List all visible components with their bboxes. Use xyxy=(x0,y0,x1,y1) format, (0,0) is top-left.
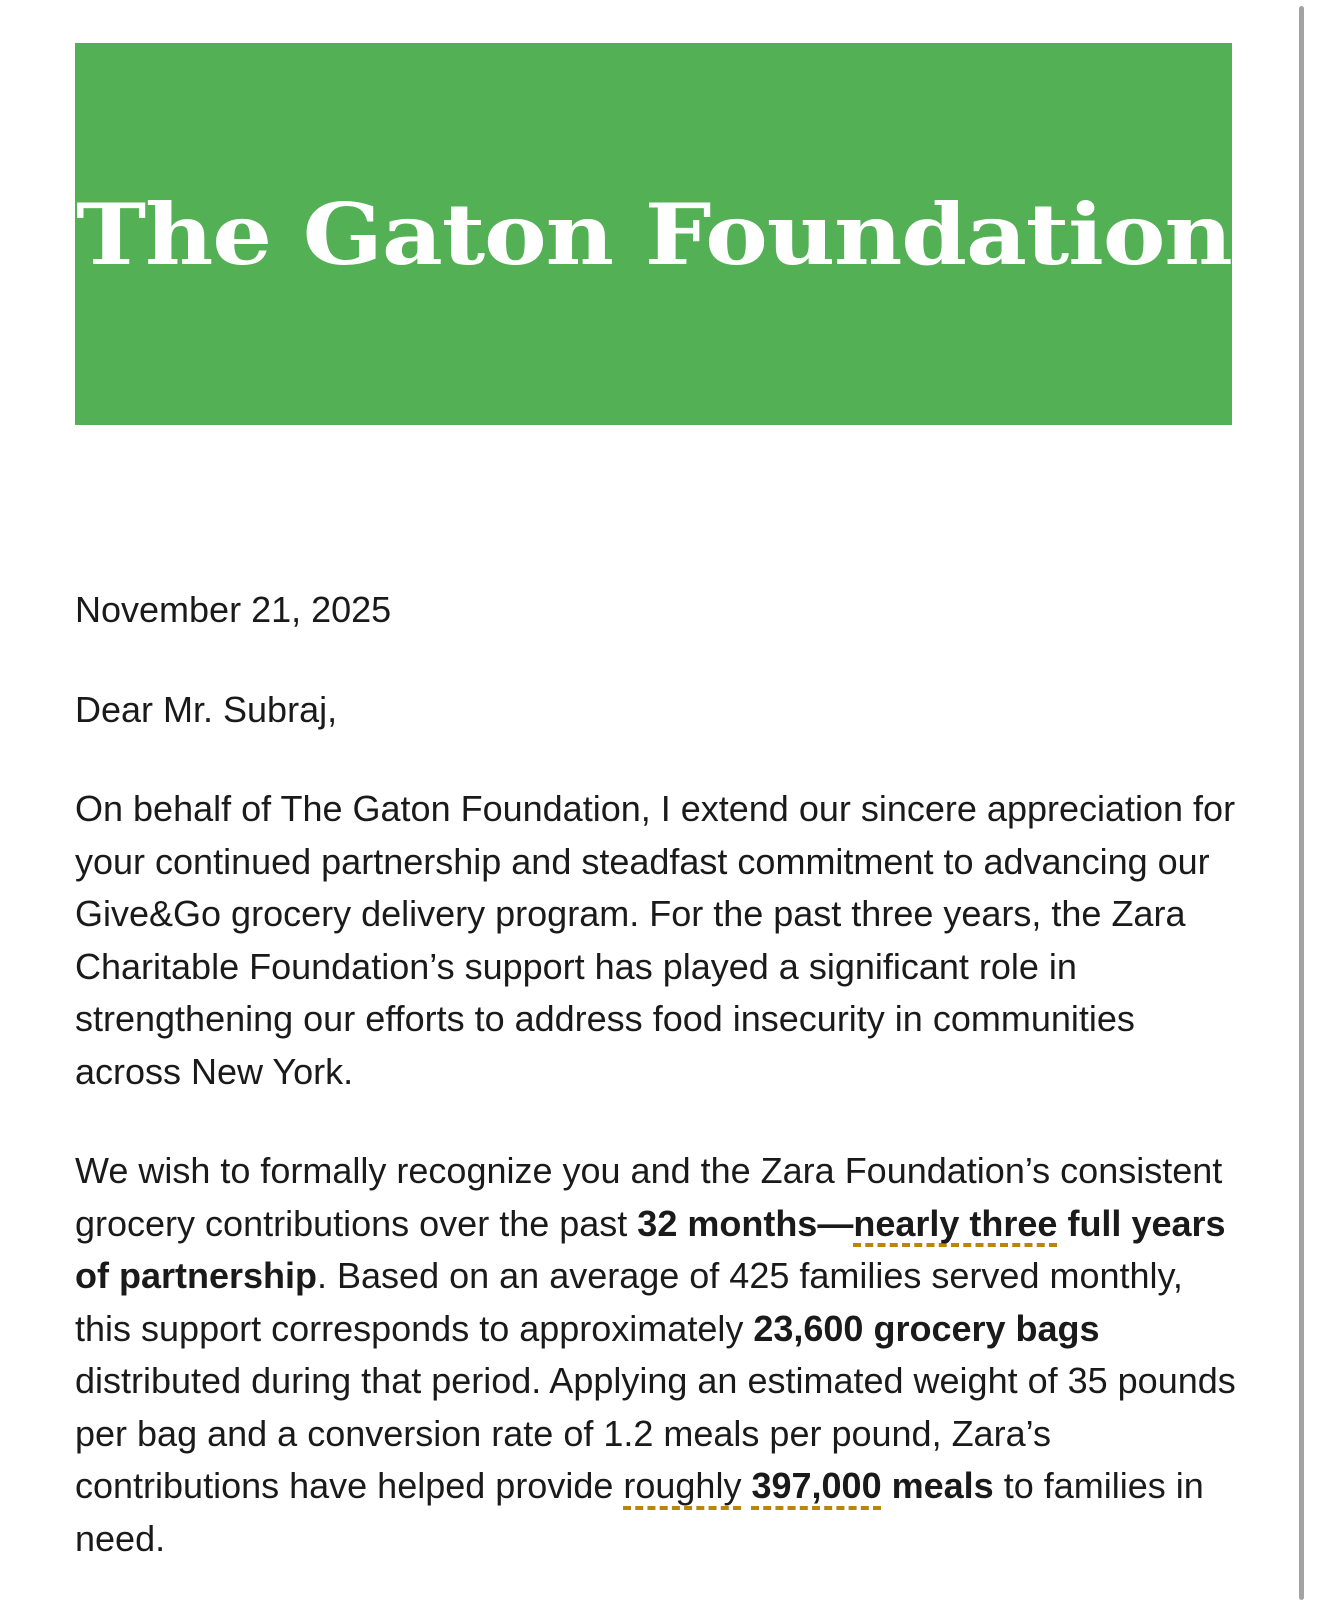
p2-bold-meals xyxy=(751,1465,993,1506)
vertical-scrollbar[interactable] xyxy=(1299,6,1304,1600)
p2-text-space xyxy=(741,1465,751,1506)
p2-bold-months-a: 32 months— xyxy=(637,1202,854,1244)
p2-text-2: . Based on an average of 425 families served monthly, this support corresponds to approximately xyxy=(75,1255,1183,1349)
header-banner xyxy=(75,43,1232,425)
letter-salutation: Dear Mr. Subraj, xyxy=(75,688,338,730)
p2-bold-meals-b: meals xyxy=(881,1465,994,1506)
p2-text-1: We wish to formally recognize you and the Zara Foundation’s consistent grocery contributions over the past xyxy=(75,1150,1223,1244)
letter-paragraph-2 xyxy=(75,1145,1245,1565)
spellcheck-underline-roughly: roughly xyxy=(623,1465,742,1506)
p2-bold-bags: 23,600 grocery bags xyxy=(753,1307,1100,1349)
letter-body xyxy=(75,584,1245,1565)
spellcheck-underline-nearly-three: nearly three xyxy=(853,1202,1058,1244)
spellcheck-underline-397000: 397,000 xyxy=(751,1465,882,1506)
p2-text-3: distributed during that period. Applying an estimated weight of 35 pounds per bag and a conversion rate of 1.2 meals per pound, Zara’s contributions have helped provide xyxy=(75,1360,1236,1506)
p2-text-5: to families in need. xyxy=(75,1465,1204,1559)
banner-logo-title: The Gaton Foundation xyxy=(75,184,1232,284)
letter-date: November 21, 2025 xyxy=(75,589,392,630)
letter-paragraph-1: On behalf of The Gaton Foundation, I extend our sincere appreciation for your continued partnership and steadfast commitment to advancing our Give&Go grocery delivery program. For the past three years, the Zara Charitable Foundation’s support has played a significant role in strengthening our efforts to address food insecurity in communities across New York. xyxy=(75,788,1236,1092)
p2-bold-months-c: full years of partnership xyxy=(75,1202,1226,1296)
